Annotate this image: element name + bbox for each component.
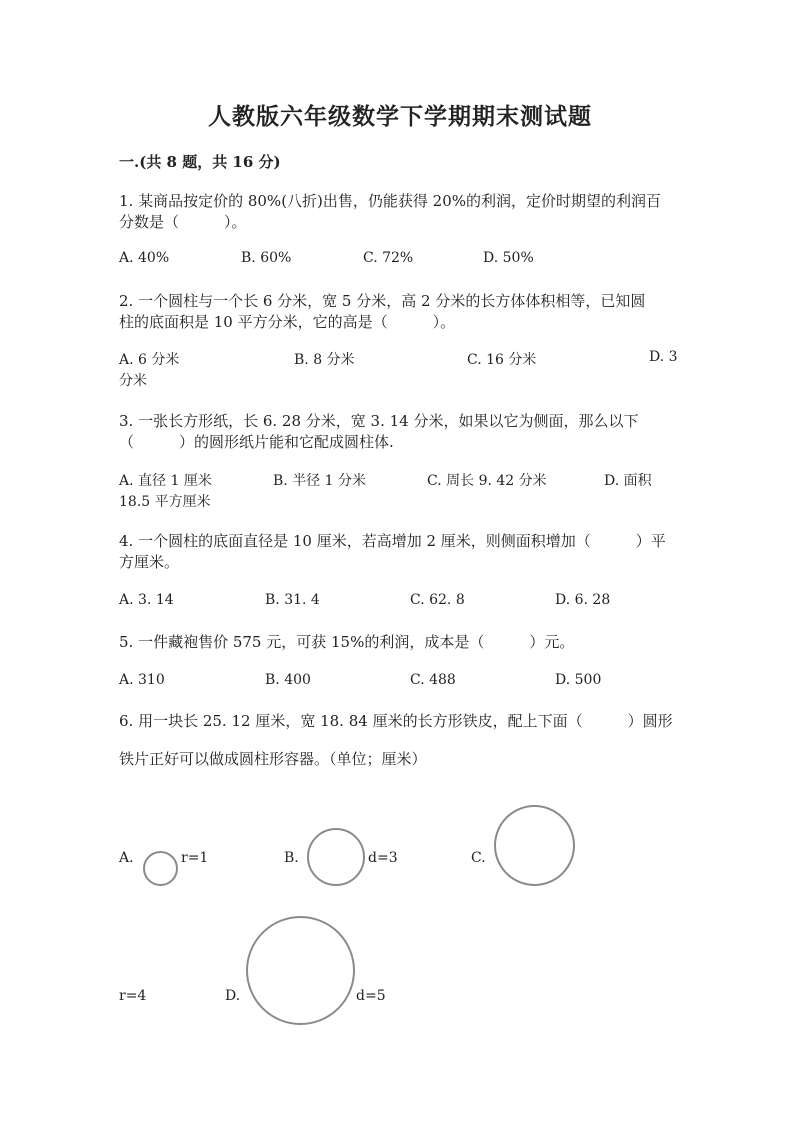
question-1-text-cont: 分数是（ ）。 (119, 213, 247, 231)
section-heading: 一.(共 8 题，共 16 分) (119, 153, 281, 171)
question-5-text: 5. 一件藏袍售价 575 元，可获 15%的利润，成本是（ ）元。 (119, 633, 575, 651)
figure-value-c: r=4 (119, 988, 147, 1004)
circle-c (494, 805, 575, 886)
question-3-option-c: C. 周长 9. 42 分米 (427, 473, 547, 489)
question-1-option-a: A. 40% (119, 250, 170, 266)
question-1-option-b: B. 60% (241, 250, 292, 266)
figure-label-a: A. (119, 850, 134, 866)
question-3-option-d-wrap: 18.5 平方厘米 (119, 494, 211, 510)
circle-a (143, 851, 178, 886)
question-4-option-a: A. 3. 14 (119, 592, 174, 608)
question-3-text: 3. 一张长方形纸，长 6. 28 分米，宽 3. 14 分米，如果以它为侧面，那么以下 (119, 412, 639, 430)
question-2-option-d: D. 3 (649, 349, 678, 365)
question-2-option-c: C. 16 分米 (467, 352, 537, 368)
question-2-text-cont: 柱的底面积是 10 平方分米，它的高是（ ）。 (119, 313, 456, 331)
question-1-option-d: D. 50% (483, 250, 534, 266)
question-4-option-d: D. 6. 28 (555, 592, 611, 608)
figure-value-b: d=3 (368, 850, 398, 866)
question-5-option-c: C. 488 (410, 672, 456, 688)
question-3-text-cont: （ ）的圆形纸片能和它配成圆柱体. (119, 433, 394, 451)
question-6-text: 6. 用一块长 25. 12 厘米，宽 18. 84 厘米的长方形铁皮，配上下面（ ）圆形 (119, 712, 673, 730)
question-6-text-cont: 铁片正好可以做成圆柱形容器。（单位；厘米） (119, 750, 427, 768)
figure-value-a: r=1 (181, 850, 209, 866)
question-3-option-b: B. 半径 1 分米 (273, 473, 366, 489)
question-4-option-c: C. 62. 8 (410, 592, 465, 608)
page-title: 人教版六年级数学下学期期末测试题 (208, 103, 592, 130)
question-3-option-d: D. 面积 (604, 473, 652, 489)
question-2-option-a: A. 6 分米 (119, 352, 180, 368)
question-5-option-a: A. 310 (119, 672, 165, 688)
figure-label-b: B. (284, 850, 299, 866)
question-3-option-a: A. 直径 1 厘米 (119, 473, 212, 489)
circle-b (307, 828, 365, 886)
question-1-option-c: C. 72% (363, 250, 414, 266)
question-4-option-b: B. 31. 4 (265, 592, 320, 608)
question-5-option-b: B. 400 (265, 672, 311, 688)
question-2-option-b: B. 8 分米 (294, 352, 355, 368)
figure-value-d: d=5 (356, 988, 386, 1004)
question-2-option-d-wrap: 分米 (119, 373, 147, 389)
question-4-text-cont: 方厘米。 (119, 553, 180, 571)
question-1-text: 1. 某商品按定价的 80%(八折)出售，仍能获得 20%的利润，定价时期望的利润百 (119, 192, 662, 210)
question-5-option-d: D. 500 (555, 672, 602, 688)
question-2-text: 2. 一个圆柱与一个长 6 分米，宽 5 分米，高 2 分米的长方体体积相等，已知圆 (119, 292, 646, 310)
figure-label-c: C. (471, 850, 486, 866)
question-4-text: 4. 一个圆柱的底面直径是 10 厘米，若高增加 2 厘米，则侧面积增加（ ）平 (119, 532, 666, 550)
circle-d (246, 916, 355, 1025)
figure-label-d: D. (225, 988, 241, 1004)
